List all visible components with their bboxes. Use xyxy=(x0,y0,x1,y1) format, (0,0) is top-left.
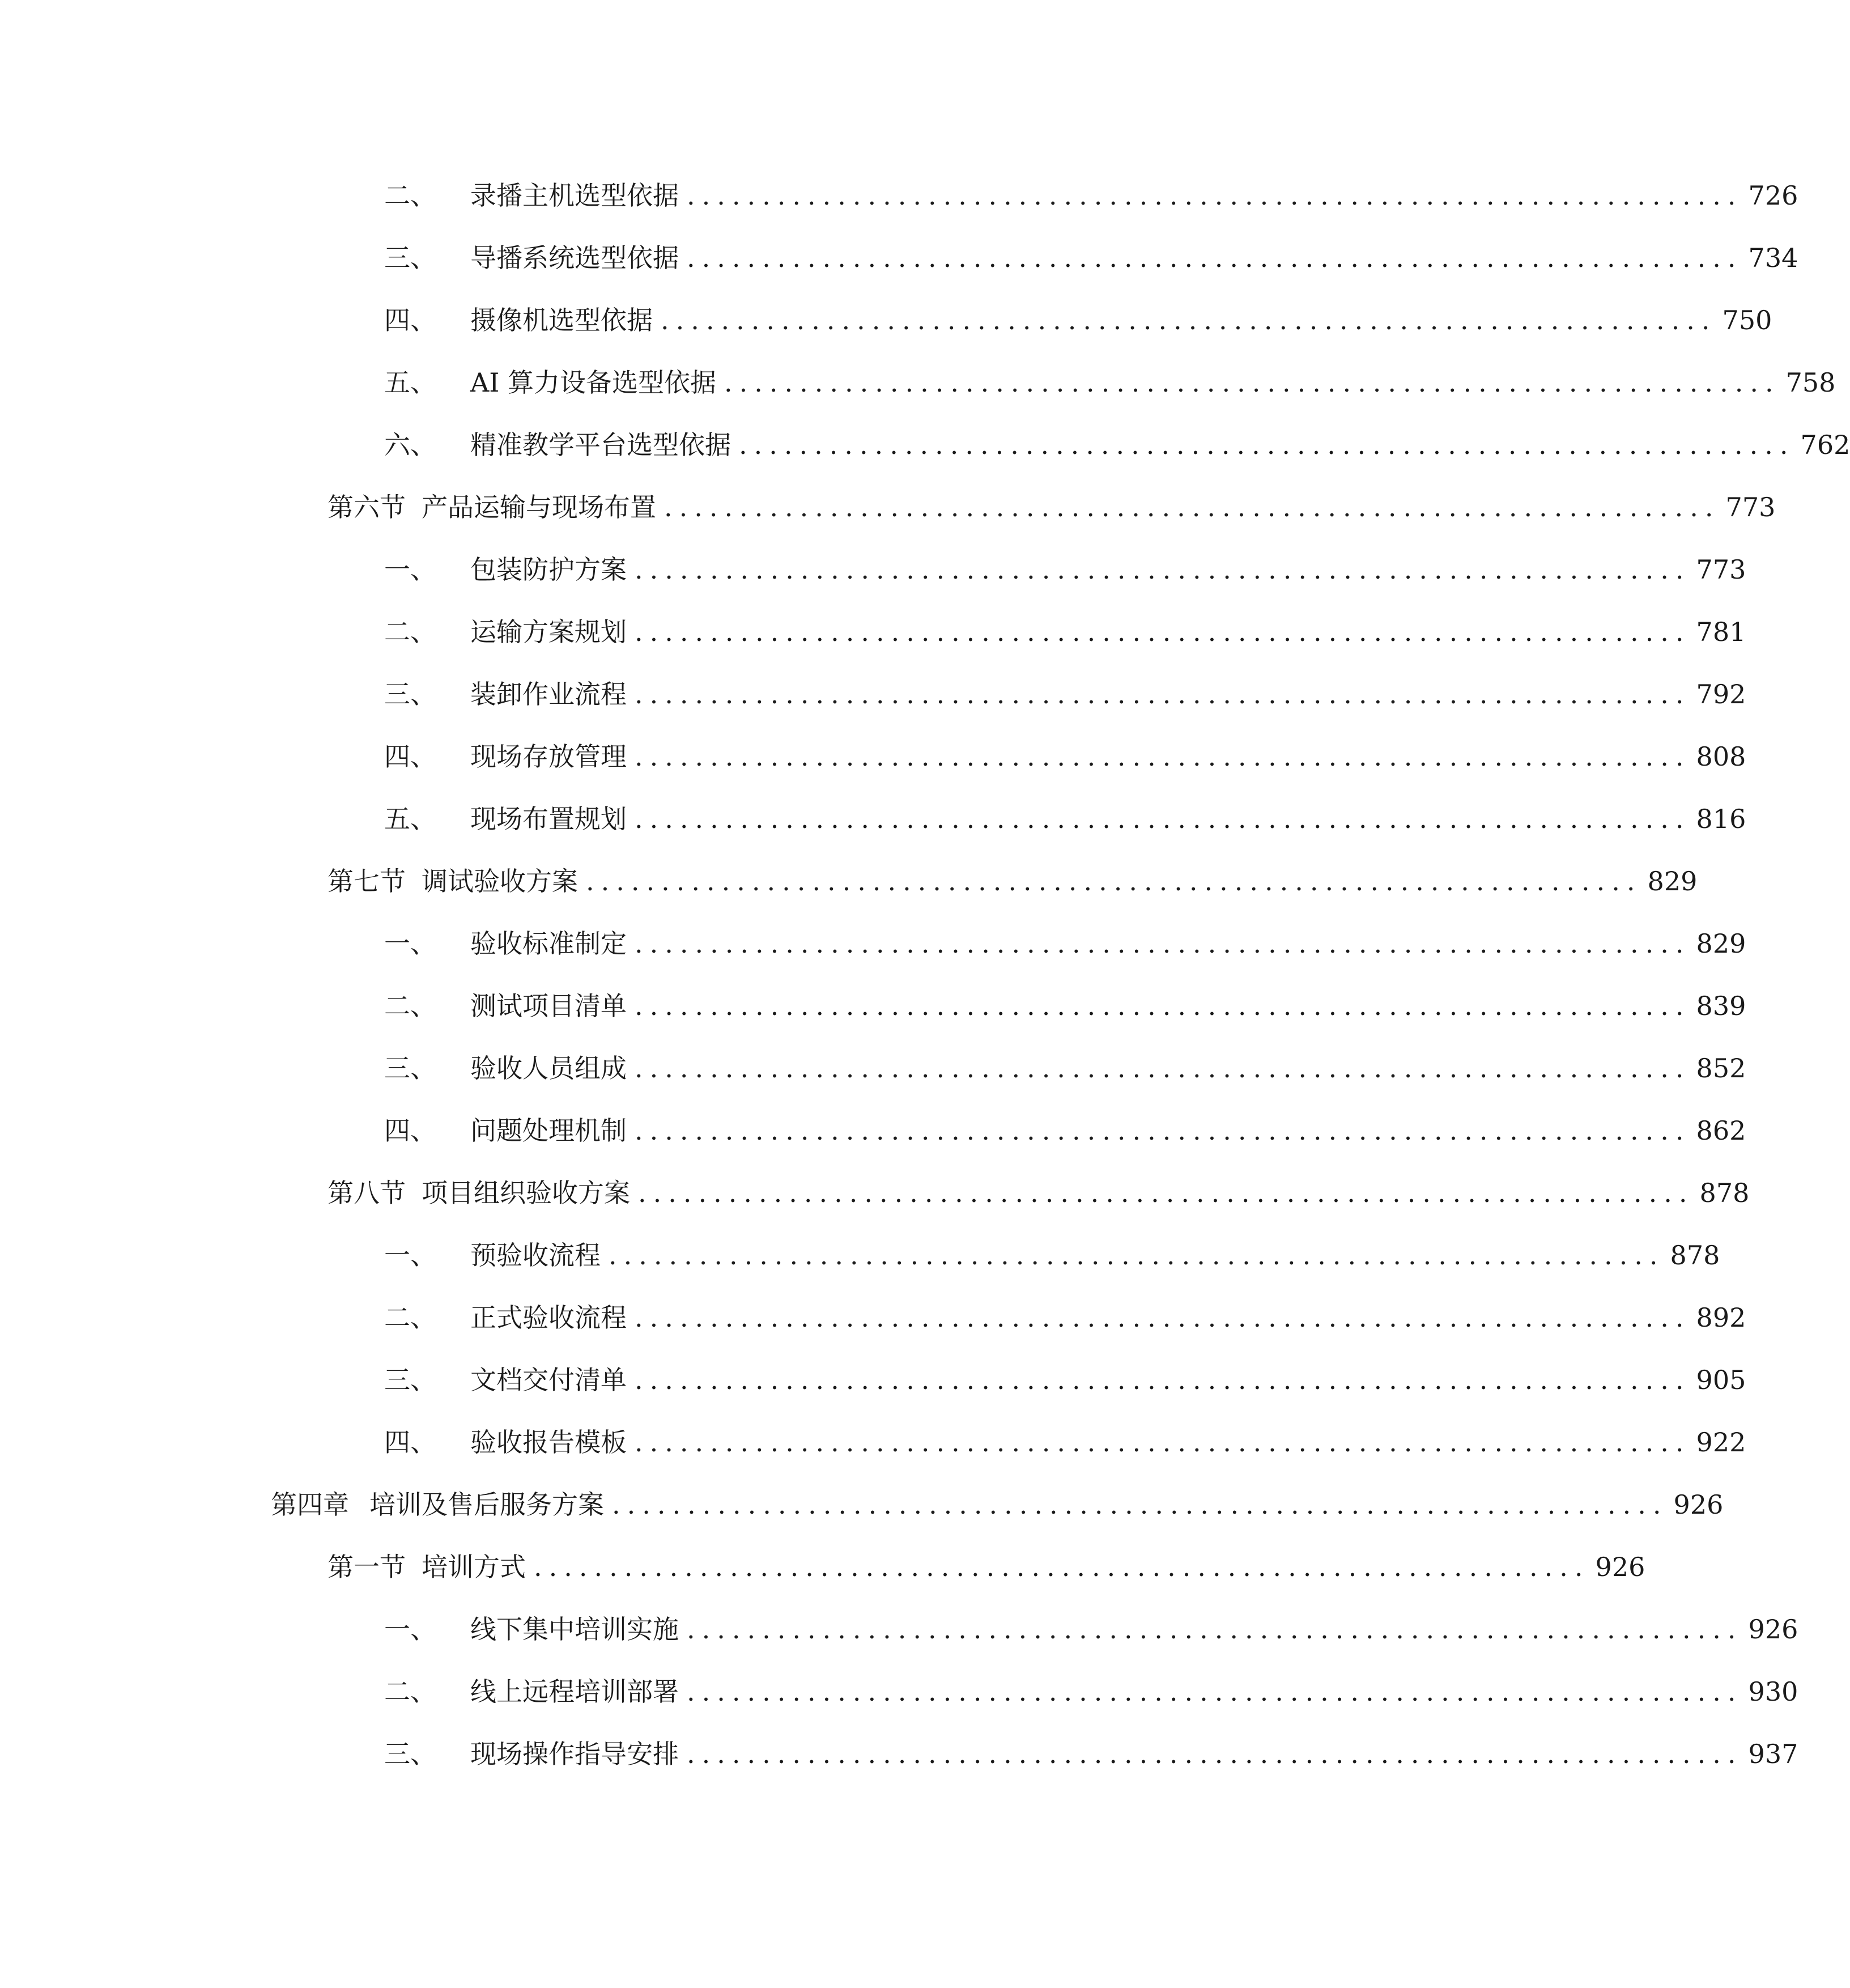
toc-entry-page: 781 xyxy=(1696,617,1746,647)
toc-entry-page: 762 xyxy=(1800,430,1850,460)
toc-entry-page: 926 xyxy=(1595,1552,1645,1582)
toc-entry[interactable] xyxy=(0,1660,1798,1723)
toc-entry-number: 第八节 xyxy=(328,1178,406,1208)
toc-entry-number: 四、 xyxy=(384,1427,436,1458)
dot-leader: ...................................................................... xyxy=(635,1115,1691,1146)
toc-entry-page: 750 xyxy=(1722,305,1772,335)
toc-entry-page: 937 xyxy=(1748,1739,1798,1769)
toc-entry-title: 摄像机选型依据 xyxy=(470,305,653,335)
toc-entry-title: 验收人员组成 xyxy=(470,1053,627,1084)
toc-entry-title: 线下集中培训实施 xyxy=(470,1614,679,1645)
toc-entry-title: 验收报告模板 xyxy=(470,1427,627,1458)
toc-entry-number: 二、 xyxy=(384,991,436,1021)
toc-entry[interactable] xyxy=(0,1411,1746,1473)
toc-entry-page: 862 xyxy=(1696,1115,1746,1146)
toc-entry-page: 792 xyxy=(1696,679,1746,710)
dot-leader: ...................................................................... xyxy=(687,1676,1743,1707)
toc-entry-title: 正式验收流程 xyxy=(470,1302,627,1333)
dot-leader: ...................................................................... xyxy=(635,1302,1691,1333)
toc-entry-number: 第一节 xyxy=(328,1552,406,1582)
toc-entry[interactable] xyxy=(0,1037,1746,1099)
toc-entry-number: 六、 xyxy=(384,430,436,460)
toc-entry[interactable] xyxy=(0,1473,1724,1536)
toc-entry-number: 一、 xyxy=(384,1240,436,1271)
toc-entry-title: 培训方式 xyxy=(422,1552,526,1582)
toc-entry-title: 包装防护方案 xyxy=(470,554,627,585)
toc-entry-title: 现场存放管理 xyxy=(470,741,627,772)
toc-entry-page: 829 xyxy=(1647,866,1698,897)
toc-entry-page: 816 xyxy=(1696,804,1746,834)
toc-entry[interactable] xyxy=(0,601,1746,663)
toc-entry-number: 五、 xyxy=(384,804,436,834)
toc-entry-number: 第四章 xyxy=(271,1489,349,1520)
toc-entry-number: 三、 xyxy=(384,1365,436,1395)
toc-entry[interactable] xyxy=(0,975,1746,1037)
toc-entry-number: 四、 xyxy=(384,305,436,335)
dot-leader: ...................................................................... xyxy=(687,243,1743,273)
toc-entry-number: 二、 xyxy=(384,180,436,211)
toc-entry-title: 现场操作指导安排 xyxy=(470,1739,679,1769)
toc-entry-number: 三、 xyxy=(384,243,436,273)
dot-leader: ...................................................................... xyxy=(635,928,1691,959)
toc-entry-number: 第七节 xyxy=(328,866,406,897)
dot-leader: ...................................................................... xyxy=(635,741,1691,772)
toc-entry[interactable] xyxy=(0,663,1746,725)
toc-entry-title: 精准教学平台选型依据 xyxy=(470,430,731,460)
toc-entry-number: 一、 xyxy=(384,1614,436,1645)
toc-entry-page: 829 xyxy=(1696,928,1746,959)
toc-entry-page: 808 xyxy=(1696,741,1746,772)
toc-entry[interactable] xyxy=(0,725,1746,788)
toc-entry-title: 问题处理机制 xyxy=(470,1115,627,1146)
toc-entry-title: 测试项目清单 xyxy=(470,991,627,1021)
toc-entry-title: 现场布置规划 xyxy=(470,804,627,834)
toc-entry-page: 892 xyxy=(1696,1302,1746,1333)
toc-entry-number: 第六节 xyxy=(328,492,406,523)
dot-leader: ...................................................................... xyxy=(687,1614,1743,1645)
toc-entry[interactable] xyxy=(0,538,1746,601)
toc-entry-page: 773 xyxy=(1696,554,1746,585)
toc-entry-page: 758 xyxy=(1785,367,1836,398)
toc-entry-number: 二、 xyxy=(384,617,436,647)
toc-entry-page: 905 xyxy=(1696,1365,1746,1395)
toc-entry-title: 验收标准制定 xyxy=(470,928,627,959)
toc-entry[interactable] xyxy=(0,1099,1746,1162)
toc-entry-page: 926 xyxy=(1673,1489,1724,1520)
toc-entry[interactable] xyxy=(0,1536,1645,1598)
toc-entry-title: 预验收流程 xyxy=(470,1240,601,1271)
dot-leader: ...................................................................... xyxy=(635,679,1691,710)
toc-entry-page: 852 xyxy=(1696,1053,1746,1084)
toc-entry-page: 926 xyxy=(1748,1614,1798,1645)
dot-leader: ...................................................................... xyxy=(635,554,1691,585)
toc-entry[interactable] xyxy=(0,850,1698,912)
dot-leader: ...................................................................... xyxy=(687,180,1743,211)
toc-entry[interactable] xyxy=(0,289,1772,351)
dot-leader: ...................................................................... xyxy=(609,1240,1665,1271)
toc-entry-title: 导播系统选型依据 xyxy=(470,243,679,273)
toc-entry[interactable] xyxy=(0,1162,1750,1224)
toc-entry-number: 五、 xyxy=(384,367,436,398)
toc-entry-page: 773 xyxy=(1725,492,1776,523)
dot-leader: ...................................................................... xyxy=(635,991,1691,1021)
toc-entry[interactable] xyxy=(0,1286,1746,1349)
dot-leader: ...................................................................... xyxy=(635,1365,1691,1395)
dot-leader: ...................................................................... xyxy=(534,1552,1590,1582)
toc-entry-title: 培训及售后服务方案 xyxy=(369,1489,604,1520)
dot-leader: ...................................................................... xyxy=(664,492,1720,523)
toc-entry[interactable] xyxy=(0,1224,1720,1286)
dot-leader: ...................................................................... xyxy=(739,430,1795,460)
toc-entry[interactable] xyxy=(0,164,1798,227)
toc-entry-title: 项目组织验收方案 xyxy=(422,1178,630,1208)
toc-entry[interactable] xyxy=(0,351,1836,414)
dot-leader: ...................................................................... xyxy=(724,367,1780,398)
toc-entry[interactable] xyxy=(0,912,1746,975)
toc-entry-page: 878 xyxy=(1670,1240,1720,1271)
toc-entry-title: 产品运输与现场布置 xyxy=(422,492,656,523)
toc-entry-title: 运输方案规划 xyxy=(470,617,627,647)
toc-entry-number: 三、 xyxy=(384,679,436,710)
dot-leader: ...................................................................... xyxy=(661,305,1717,335)
dot-leader: ...................................................................... xyxy=(635,1427,1691,1458)
dot-leader: ...................................................................... xyxy=(687,1739,1743,1769)
toc-entry-page: 839 xyxy=(1696,991,1746,1021)
toc-entry-number: 二、 xyxy=(384,1302,436,1333)
toc-entry-number: 三、 xyxy=(384,1739,436,1769)
toc-entry[interactable] xyxy=(0,227,1798,289)
dot-leader: ...................................................................... xyxy=(635,1053,1691,1084)
toc-entry-title: 调试验收方案 xyxy=(422,866,578,897)
toc-entry[interactable] xyxy=(0,1723,1798,1785)
toc-entry[interactable] xyxy=(0,1349,1746,1411)
toc-entry[interactable] xyxy=(0,414,1850,476)
dot-leader: ...................................................................... xyxy=(635,617,1691,647)
toc-entry-title: 装卸作业流程 xyxy=(470,679,627,710)
toc-entry-page: 878 xyxy=(1699,1178,1750,1208)
dot-leader: ...................................................................... xyxy=(586,866,1642,897)
toc-entry-page: 930 xyxy=(1748,1676,1798,1707)
table-of-contents xyxy=(0,164,1850,1785)
toc-entry-number: 四、 xyxy=(384,1115,436,1146)
toc-entry-number: 四、 xyxy=(384,741,436,772)
dot-leader: ...................................................................... xyxy=(638,1178,1694,1208)
toc-entry[interactable] xyxy=(0,476,1776,538)
toc-entry-title: 录播主机选型依据 xyxy=(470,180,679,211)
toc-entry-page: 726 xyxy=(1748,180,1798,211)
toc-entry-page: 734 xyxy=(1748,243,1798,273)
toc-entry-title: 文档交付清单 xyxy=(470,1365,627,1395)
toc-entry-number: 二、 xyxy=(384,1676,436,1707)
toc-entry[interactable] xyxy=(0,788,1746,850)
toc-entry-number: 三、 xyxy=(384,1053,436,1084)
toc-entry-title: 线上远程培训部署 xyxy=(470,1676,679,1707)
toc-entry[interactable] xyxy=(0,1598,1798,1660)
dot-leader: ...................................................................... xyxy=(612,1489,1668,1520)
toc-entry-number: 一、 xyxy=(384,554,436,585)
dot-leader: ...................................................................... xyxy=(635,804,1691,834)
toc-entry-number: 一、 xyxy=(384,928,436,959)
toc-entry-page: 922 xyxy=(1696,1427,1746,1458)
toc-entry-title: AI 算力设备选型依据 xyxy=(470,367,717,398)
